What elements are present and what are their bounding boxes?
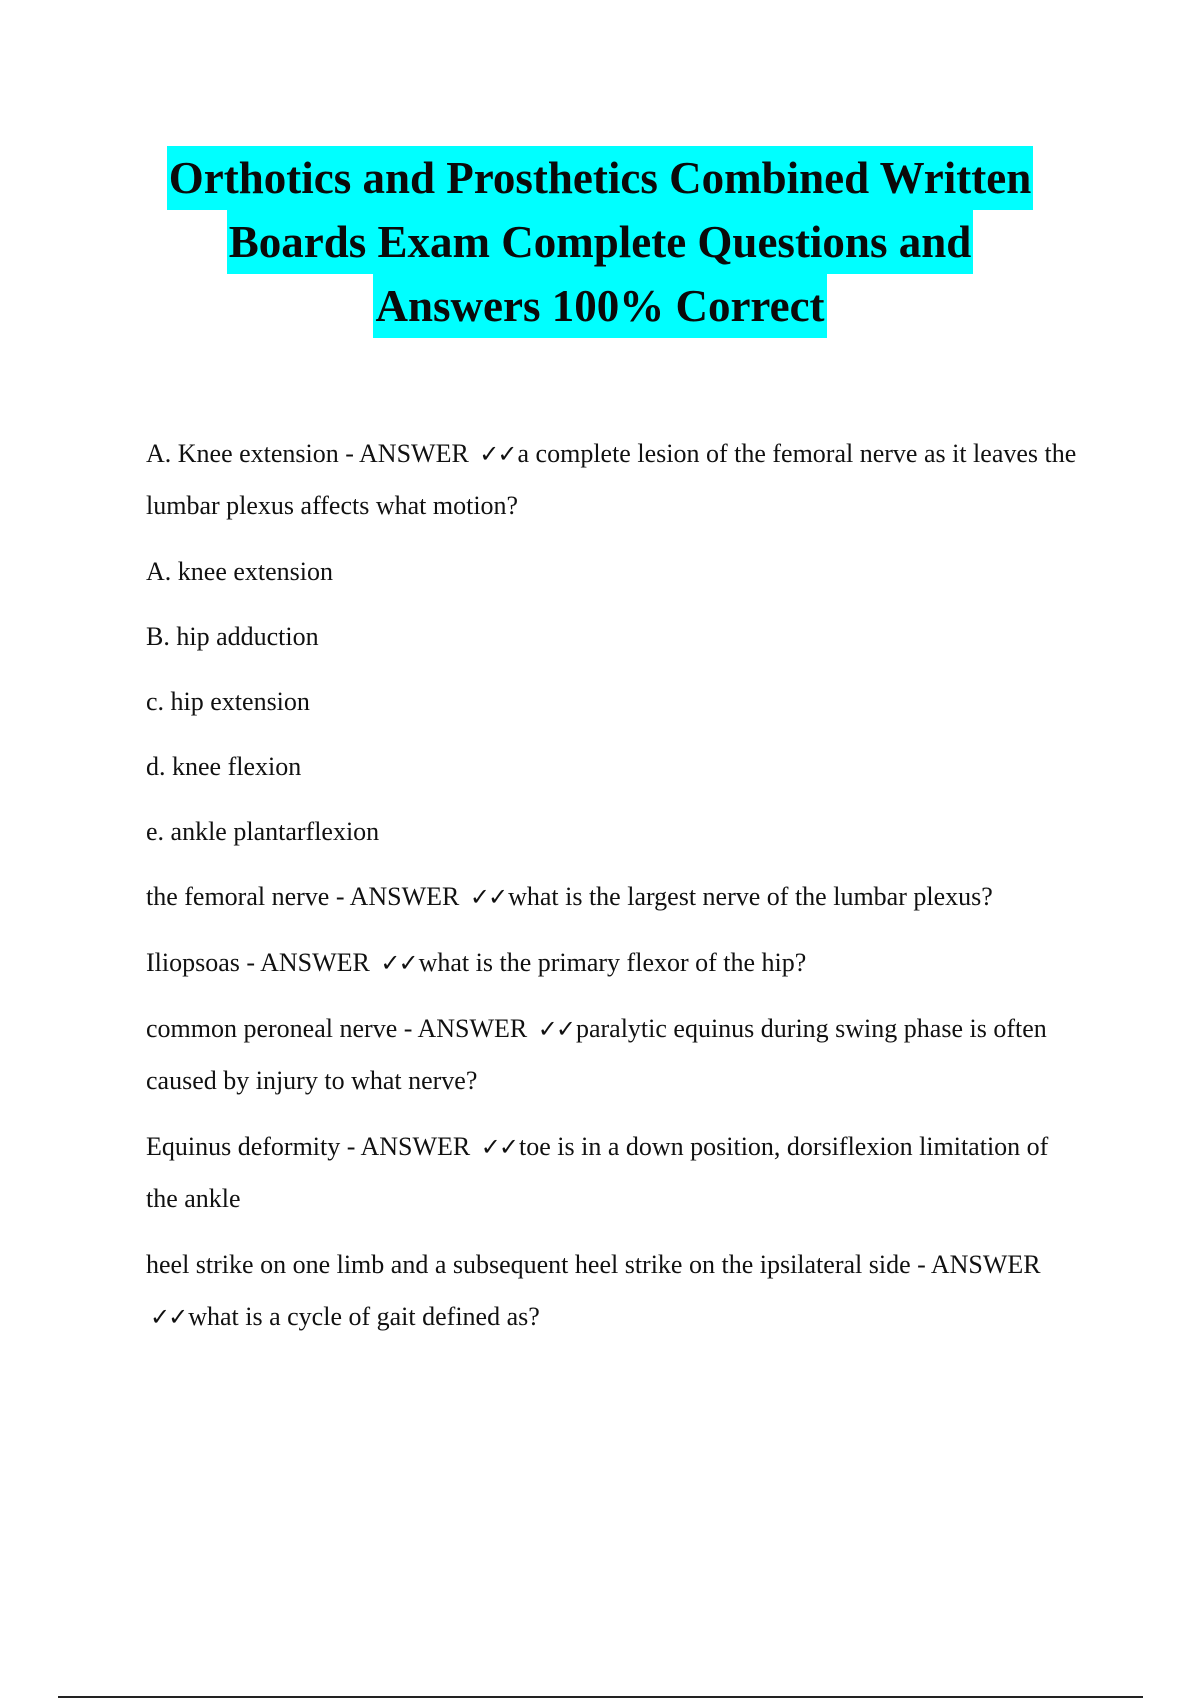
double-check-icon: ✓✓ [469,883,507,911]
option-b: B. hip adduction [146,622,319,651]
question-text: what is the primary flexor of the hip? [418,948,807,977]
question-text: paralytic equinus during swing phase is often caused by injury to what nerve? [146,1014,1047,1095]
question-text: what is the largest nerve of the lumbar plexus? [508,882,993,911]
document-title [100,146,1100,338]
footer-divider [58,1696,1143,1698]
answer-marker: ANSWER [349,882,460,911]
double-check-icon: ✓✓ [380,949,417,977]
double-check-icon: ✓✓ [480,1133,517,1161]
qa-entry-6 [146,1239,1086,1343]
option-c: c. hip extension [146,687,310,716]
qa-entry-5 [146,1121,1086,1225]
answer-marker: ANSWER [260,948,370,977]
title-line-3: Answers 100% Correct [373,274,826,338]
answer-marker: ANSWER [930,1250,1041,1279]
answer-marker: ANSWER [360,1132,471,1161]
option-a: A. knee extension [146,557,334,586]
answer-text: Iliopsoas - [146,948,261,977]
option-e: e. ankle plantarflexion [146,817,380,846]
qa-entry-4 [146,1003,1086,1107]
answer-text: A. Knee extension - [146,439,360,468]
answer-text: heel strike on one limb and a subsequent heel strike on the ipsilateral side - [146,1250,931,1279]
qa-content [146,428,1086,1357]
title-line-1: Orthotics and Prosthetics Combined Written [167,146,1034,210]
answer-text: Equinus deformity - [146,1132,361,1161]
qa-entry-2 [146,871,1086,923]
answer-text: common peroneal nerve - [146,1014,418,1043]
double-check-icon: ✓✓ [479,440,516,468]
double-check-icon: ✓✓ [537,1015,574,1043]
answer-text: the femoral nerve - [146,882,350,911]
answer-marker: ANSWER [359,439,469,468]
question-text: a complete lesion of the femoral nerve as it leaves the lumbar plexus affects what motion? [146,439,1077,520]
option-d: d. knee flexion [146,752,302,781]
question-text: what is a cycle of gait defined as? [188,1302,540,1331]
qa-entry-1 [146,428,1086,532]
answer-marker: ANSWER [417,1014,528,1043]
question-text: toe is in a down position, dorsiflexion limitation of the ankle [146,1132,1049,1213]
double-check-icon: ✓✓ [150,1303,187,1331]
title-line-2: Boards Exam Complete Questions and [227,210,974,274]
qa-entry-3 [146,937,1086,989]
